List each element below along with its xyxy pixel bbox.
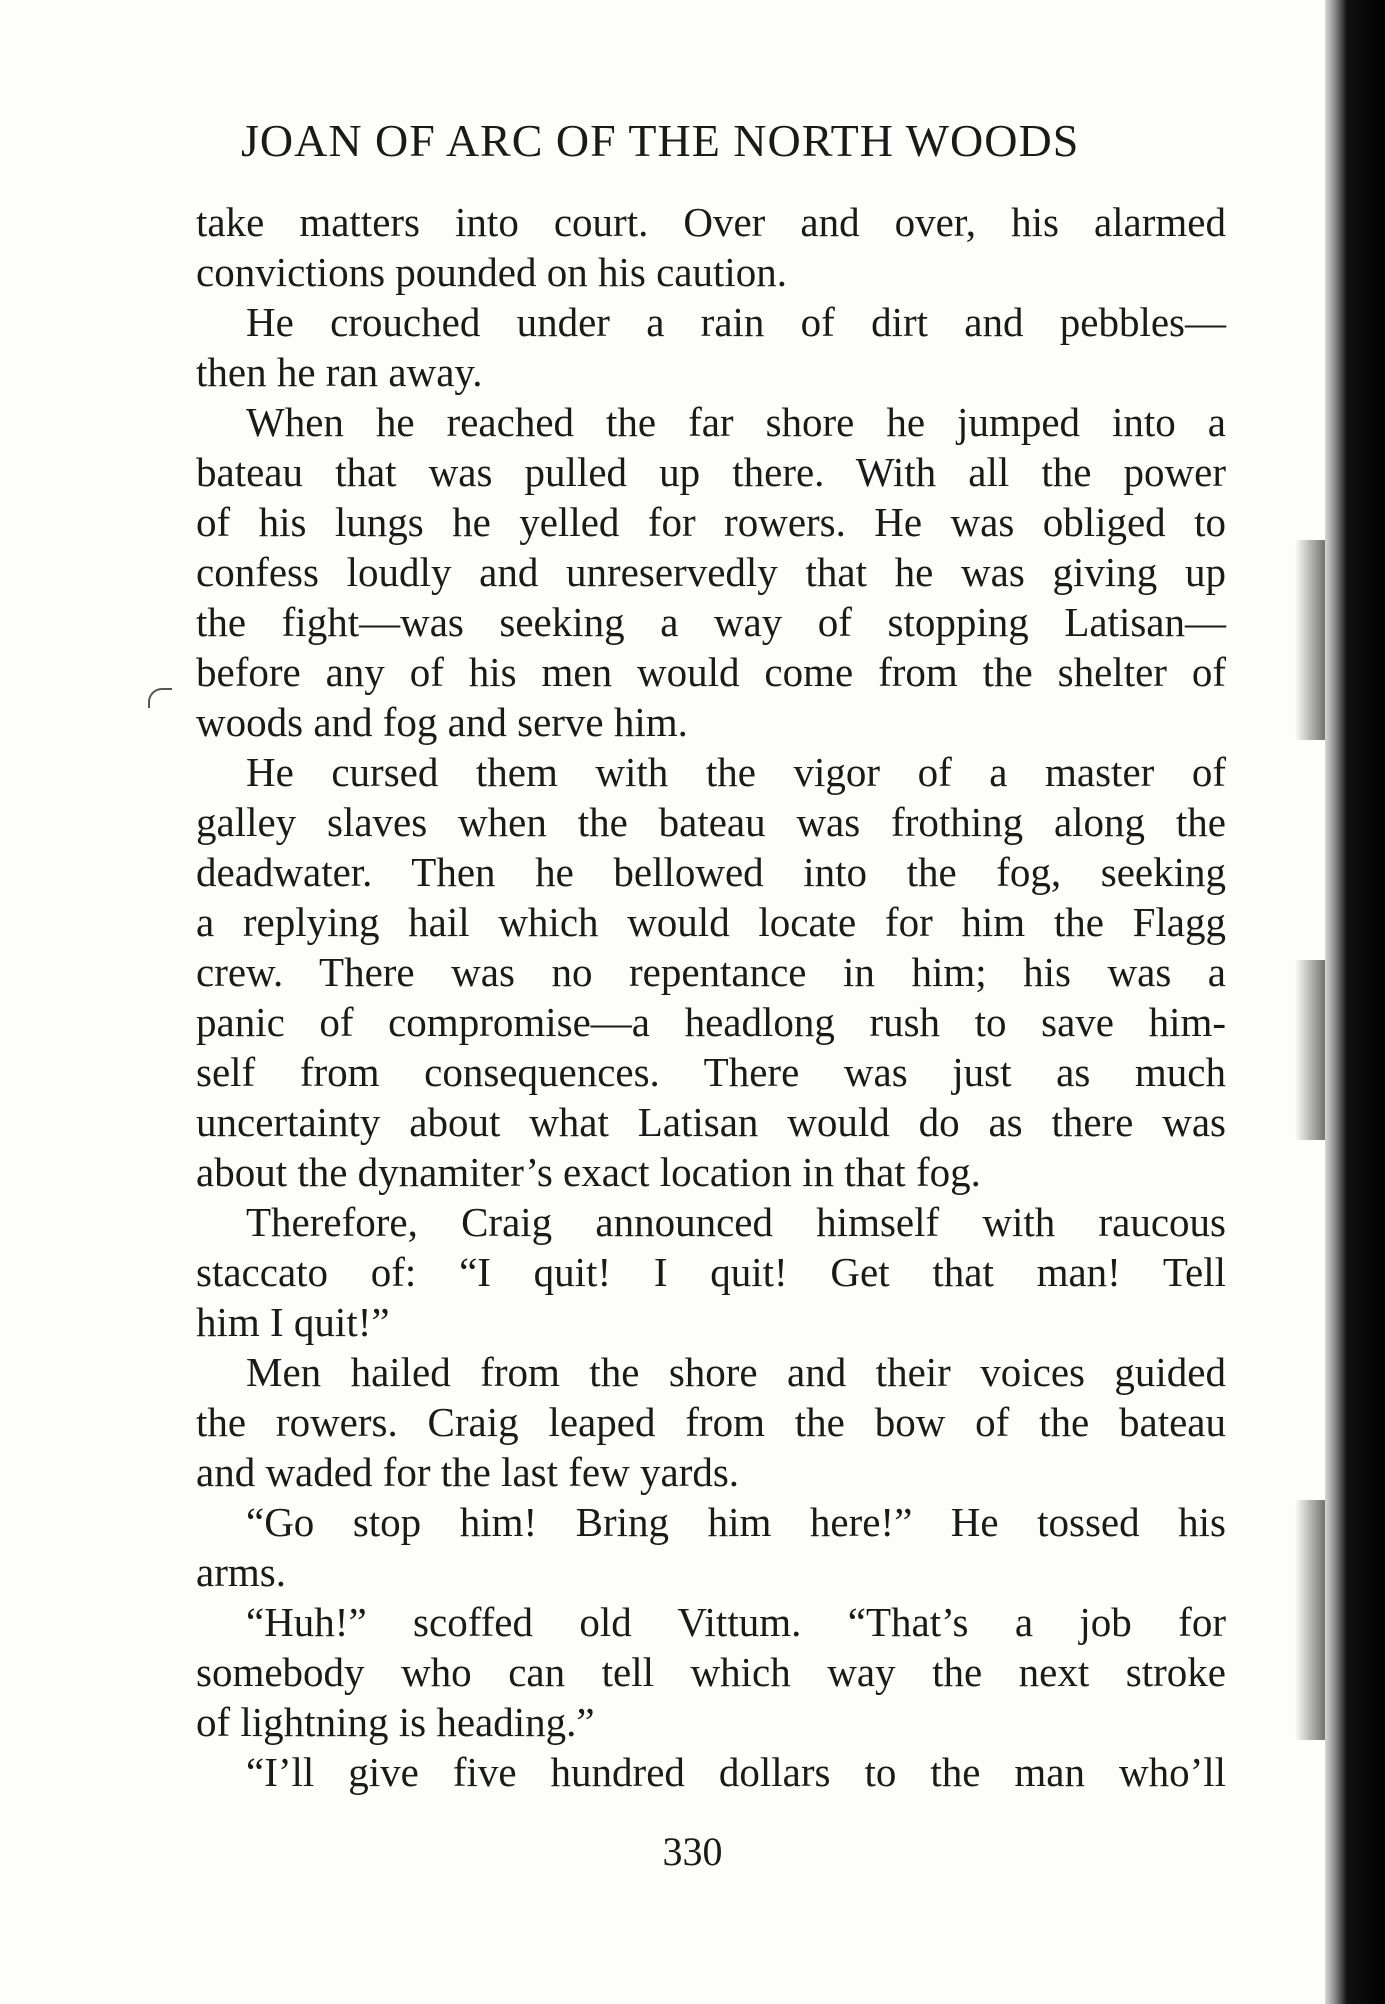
text-line: When he reached the far shore he jumped into a — [246, 399, 1226, 445]
text-line: arms. — [196, 1549, 286, 1595]
text-line: He cursed them with the vigor of a master of — [246, 749, 1226, 795]
margin-pencil-mark — [148, 688, 172, 708]
page-number: 330 — [662, 1829, 723, 1874]
text-line: of his lungs he yelled for rowers. He was obliged to — [196, 499, 1226, 545]
text-line: him I quit!” — [196, 1299, 390, 1345]
text-line: staccato of: “I quit! I quit! Get that man! Tell — [196, 1249, 1226, 1295]
text-line: “Go stop him! Bring him here!” He tossed his — [246, 1499, 1226, 1545]
text-line: about the dynamiter’s exact location in that fog. — [196, 1149, 981, 1195]
text-line: and waded for the last few yards. — [196, 1449, 740, 1495]
text-line: somebody who can tell which way the next stroke — [196, 1649, 1226, 1695]
text-line: the fight—was seeking a way of stopping Latisan— — [196, 599, 1226, 645]
text-line: deadwater. Then he bellowed into the fog, seeking — [196, 849, 1226, 895]
text-line: confess loudly and unreservedly that he was giving up — [196, 549, 1226, 595]
text-line: then he ran away. — [196, 349, 483, 395]
text-line: uncertainty about what Latisan would do as there was — [196, 1099, 1226, 1145]
text-line: He crouched under a rain of dirt and pebbles— — [246, 299, 1226, 345]
page-edge-shadow — [1325, 0, 1385, 2004]
edge-shadow-upper — [1295, 540, 1325, 740]
text-line: Men hailed from the shore and their voices guided — [246, 1349, 1226, 1395]
text-line: panic of compromise—a headlong rush to save him- — [196, 999, 1226, 1045]
edge-shadow-lower — [1295, 1500, 1325, 1740]
text-line: self from consequences. There was just as much — [196, 1049, 1226, 1095]
text-line: Therefore, Craig announced himself with raucous — [246, 1199, 1226, 1245]
edge-shadow-middle — [1295, 960, 1325, 1140]
text-line: crew. There was no repentance in him; his was a — [196, 949, 1226, 995]
text-line: before any of his men would come from the shelter of — [196, 649, 1226, 695]
text-line: “I’ll give five hundred dollars to the man who’ll — [246, 1749, 1226, 1795]
text-line: convictions pounded on his caution. — [196, 249, 787, 295]
running-head: JOAN OF ARC OF THE NORTH WOODS — [241, 115, 1080, 166]
text-line: woods and fog and serve him. — [196, 699, 688, 745]
body-text — [196, 197, 1226, 1797]
text-line: take matters into court. Over and over, his alarmed — [196, 199, 1226, 245]
text-line: “Huh!” scoffed old Vittum. “That’s a job for — [246, 1599, 1226, 1645]
text-line: a replying hail which would locate for him the Flagg — [196, 899, 1226, 945]
text-line: of lightning is heading.” — [196, 1699, 595, 1745]
text-line: galley slaves when the bateau was frothing along the — [196, 799, 1226, 845]
text-line: the rowers. Craig leaped from the bow of the bateau — [196, 1399, 1226, 1445]
text-line: bateau that was pulled up there. With all the power — [196, 449, 1226, 495]
